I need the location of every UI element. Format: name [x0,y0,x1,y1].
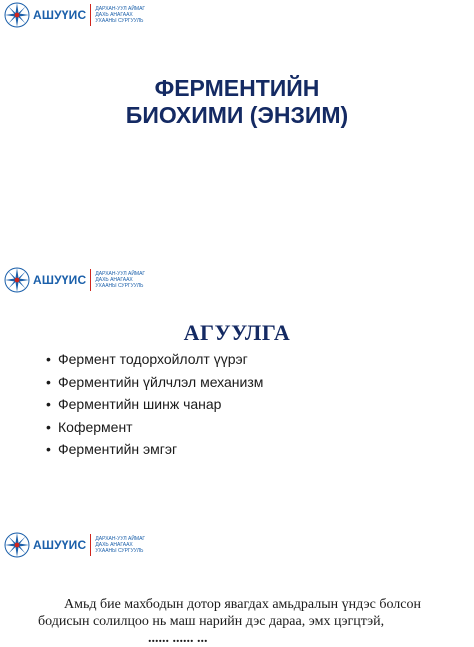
logo-sub-line: ДАХЬ АНАГААХ [95,542,133,548]
bullet: • [46,351,51,367]
logo-sub-line: ДАХЬ АНАГААХ [95,277,133,283]
logo-name: АШУҮИС [33,273,87,287]
list-item [46,438,263,461]
logo-subtitle [95,6,145,24]
list-item [46,416,263,439]
bullet: • [46,418,51,435]
logo-divider [90,4,91,26]
paragraph-line: Амьд бие махбодын дотор явагдах амьдралын үндэс болсон [64,597,421,612]
logo-divider [90,269,91,291]
title-line: БИОХИМИ (ЭНЗИМ) [125,102,349,128]
logo-emblem-icon [4,2,30,28]
paragraph-line: бодисын солилцоо нь маш нарийн дэс дараа, эмх цэгцтэй, [38,614,385,629]
contents-list [46,348,263,461]
school-logo [4,267,145,293]
slide-2 [0,265,474,527]
contents-heading: АГУУЛГА [183,320,291,345]
logo-name: АШУҮИС [33,8,87,22]
school-logo [4,532,145,558]
bullet: • [46,396,51,412]
school-logo [4,2,145,28]
logo-subtitle [95,536,145,554]
logo-sub-line: УХААНЫ СУРГУУЛЬ [95,283,144,289]
slide-title [0,75,474,129]
list-item [46,393,263,416]
logo-name: АШУҮИС [33,538,87,552]
logo-emblem-icon [4,532,30,558]
list-item-text: Фермент тодорхойлолт үүрэг [58,351,248,367]
logo-sub-line: ДАРХАН-УУЛ АЙМАГ [95,6,146,12]
list-item-text: Ферментийн үйлчлэл механизм [58,373,264,390]
logo-subtitle [95,271,145,289]
bullet: • [46,441,51,457]
title-line: ФЕРМЕНТИЙН [154,75,320,101]
list-item [46,371,263,394]
logo-sub-line: ДАРХАН-УУЛ АЙМАГ [95,536,146,542]
slide-1 [0,0,474,262]
logo-sub-line: УХААНЫ СУРГУУЛЬ [95,548,144,554]
logo-emblem-icon [4,267,30,293]
logo-sub-line: ДАХЬ АНАГААХ [95,12,133,18]
paragraph-line: ...... ...... ... [148,631,208,646]
list-item [46,348,263,371]
slide-3 [0,530,474,646]
logo-divider [90,534,91,556]
list-item-text: Кофермент [58,418,133,435]
list-item-text: Ферментийн шинж чанар [58,396,222,412]
list-item-text: Ферментийн эмгэг [58,441,178,457]
logo-sub-line: УХААНЫ СУРГУУЛЬ [95,18,144,24]
bullet: • [46,373,51,390]
logo-sub-line: ДАРХАН-УУЛ АЙМАГ [95,271,146,277]
body-paragraph [38,596,458,647]
